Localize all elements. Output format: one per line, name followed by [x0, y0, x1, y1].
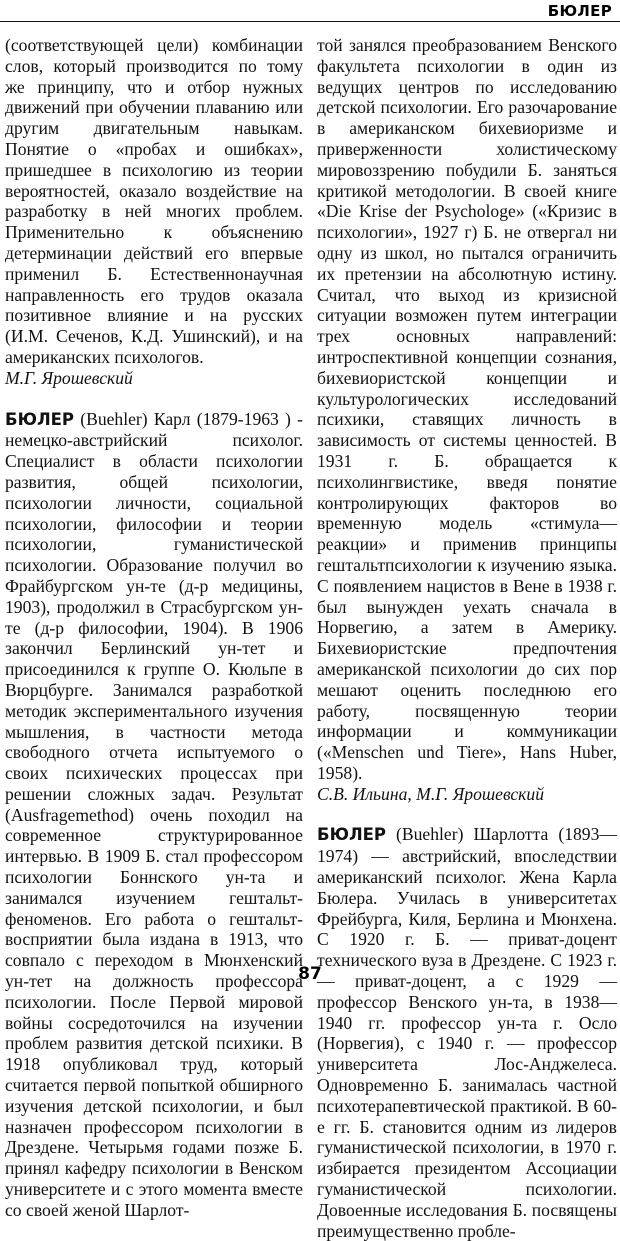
page-number: 87 [298, 964, 322, 984]
header-rule [0, 0, 620, 22]
entry-text: (Buehler) Карл (1879-1963 ) - немецко-австрийский психолог. Специалист в области психологии развития, общей психологии, психологии личности, социальной психологии, философии и теории психологии, гуманистической психологии. Образование получил во Фрайбургском ун-те (д-р медицины, 1903), продолжил в Страсбургском ун-те (д-р философии, 1904). В 1906 закончил Берлинский ун-тет и присоединился к группе О. Кюльпе в Вюрцбурге. Занимался разработкой методик экспериментального изучения мышления, в частности метода свободного отчета испытуемого о своих психических процессах при решении сложных задач. Результат (Ausfragemethod) очень походил на современное структурированное интервью. В 1909 Б. стал профессором психологии Боннского ун-та и занимался изучением гештальт-феноменов. Его работа о гештальт-восприятии была издана в 1913, что совпало с переходом в Мюнхенский ун-тет на должность профессора психологии. После Первой мировой войны сосредоточился на изучении проблем развития детской психики. В 1918 опубликовал труд, который считается первой попыткой обширного изучения детской психологии, и был назначен профессором психологии в Дрездене. Четырьмя годами позже Б. принял кафедру психологии в Венском университете и с этого момента вместе со своей женой Шарлот- [5, 408, 303, 1220]
entry-headword: БЮЛЕР [5, 409, 75, 429]
entry-charlotte-buehler [317, 824, 617, 1241]
right-continuation-paragraph: той занялся преобразованием Венского факультета психологии в один из ведущих центров по исследованию детской психологии. Его разочарование в американском бихевиоризме и приверженности холистическому мировоззрению побудили Б. заняться критикой методологии. В своей книге «Die Krise der Psychologe» («Кризис в психологии», 1927 г) Б. не отвергал ни одну из школ, но пытался ограничить их претензии на абсолютную истину. Считал, что выход из кризисной ситуации возможен путем интеграции трех основных направлений: интроспективной концепции сознания, бихевиористской концепции и культурологических исследований психики, ставящих личность в зависимость от системы ценностей. В 1931 г. Б. обращается к психолингвистике, введя понятие контролирующих факторов во временную модель «стимула—реакции» и применив принципы гештальтпсихологии к изучению языка. С появлением нацистов в Вене в 1938 г. был вынужден уехать сначала в Норвегию, а затем в Америку. Бихевиористские предпочтения американской психологии до сих пор мешают оценить последнюю его работу, посвященную теории информации и коммуникации («Menschen und Tiere», Hans Huber, 1958). [317, 35, 617, 783]
left-column [5, 35, 303, 1221]
entry-text: (Buehler) Шарлотта (1893—1974) — австрийский, впоследствии американский психолог. Жена Карла Бюлера. Училась в университетах Фрейбурга, Киля, Берлина и Мюнхена. С 1920 г. Б. — приват-доцент технического вуза в Дрездене. С 1923 г. — приват-доцент, а с 1929 — профессор Венского ун-та, в 1938—1940 гг. профессор ун-та г. Осло (Норвегия), с 1940 г. — профессор университета Лос-Анджелеса. Одновременно Б. занималась частной психотерапевтической практикой. В 60-е гг. Б. становится одним из лидеров гуманистической психологии, в 1970 г. избирается президентом Ассоциации гуманистической психологии. Довоенные исследования Б. посвящены преимущественно пробле- [317, 824, 617, 1241]
running-head: БЮЛЕР [547, 2, 612, 20]
right-column [317, 35, 617, 1241]
entry-headword: БЮЛЕР [317, 825, 387, 845]
entry-karl-buehler [5, 409, 303, 1221]
left-signature: М.Г. Ярошевский [5, 367, 133, 388]
right-signature: С.В. Ильина, М.Г. Ярошевский [317, 783, 545, 804]
left-continuation-paragraph: (соответствующей цели) комбинации слов, который производится по тому же принципу, что и отбор нужных движений при обучении плаванию или другим двигательным навыкам. Понятие о «пробах и ошибках», пришедшее в психологию из теории вероятностей, оказало воздействие на разработку в ней многих проблем. Применительно к объяснению детерминации действий его впервые применил Б. Естественнонаучная направленность его трудов оказала позитивное влияние и на русских (И.М. Сеченов, К.Д. Ушинский), и на американских психологов. [5, 35, 303, 367]
